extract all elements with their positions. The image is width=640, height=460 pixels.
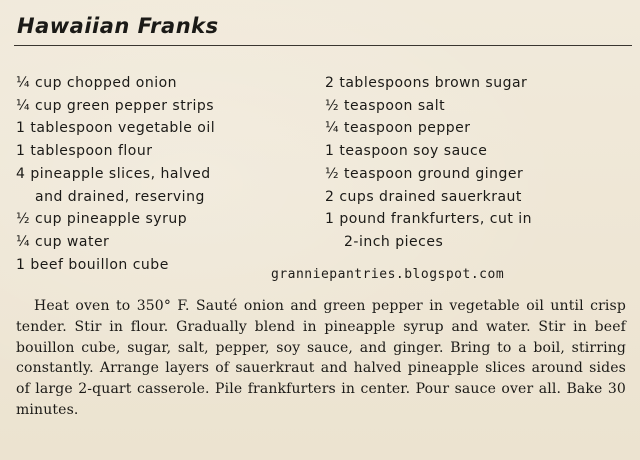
ingredients-right-column — [325, 72, 625, 254]
ingredient-item: 1 tablespoon flour — [16, 143, 153, 160]
ingredient-item: ¼ cup chopped onion — [16, 75, 178, 91]
recipe-directions: Heat oven to 350° F. Sauté onion and green pepper in vegetable oil until crisp tender. Stir in flour. Gradually blend in pineapple syrup and water. Stir in beef bouillon cube, sugar, salt, pepper, soy sauce, and ginger. Bring to a boil, stirring constantly. Arrange layers of sauerkraut and halved pineapple slices around sides of large 2-quart casserole. Pile frankfurters in center. Pour sauce over all. Bake 30 minutes. — [16, 298, 626, 418]
ingredient-item: 1 pound frankfurters, cut in — [325, 211, 533, 228]
ingredient-item: 4 pineapple slices, halved — [16, 165, 211, 182]
ingredient-item: 1 teaspoon soy sauce — [325, 143, 488, 160]
ingredient-item: 2-inch pieces — [344, 233, 444, 250]
blog-watermark: granniepantries.blogspot.com — [271, 267, 505, 282]
ingredient-item: 2 tablespoons brown sugar — [325, 75, 528, 91]
ingredient-item: ½ teaspoon salt — [325, 97, 446, 114]
ingredient-item: ½ cup pineapple syrup — [16, 211, 188, 228]
ingredient-item: 1 tablespoon vegetable oil — [16, 120, 216, 137]
title-divider — [14, 45, 632, 46]
ingredient-item: ½ teaspoon ground ginger — [325, 165, 524, 182]
ingredient-item: ¼ cup green pepper strips — [16, 97, 215, 114]
ingredient-item: and drained, reserving — [35, 188, 205, 205]
ingredients-left-column — [16, 72, 316, 276]
recipe-title: Hawaiian Franks — [17, 14, 219, 38]
ingredient-item: 2 cups drained sauerkraut — [325, 188, 522, 205]
ingredient-item: ¼ teaspoon pepper — [325, 120, 471, 137]
ingredient-item: 1 beef bouillon cube — [16, 256, 169, 273]
ingredient-item: ¼ cup water — [16, 233, 110, 250]
